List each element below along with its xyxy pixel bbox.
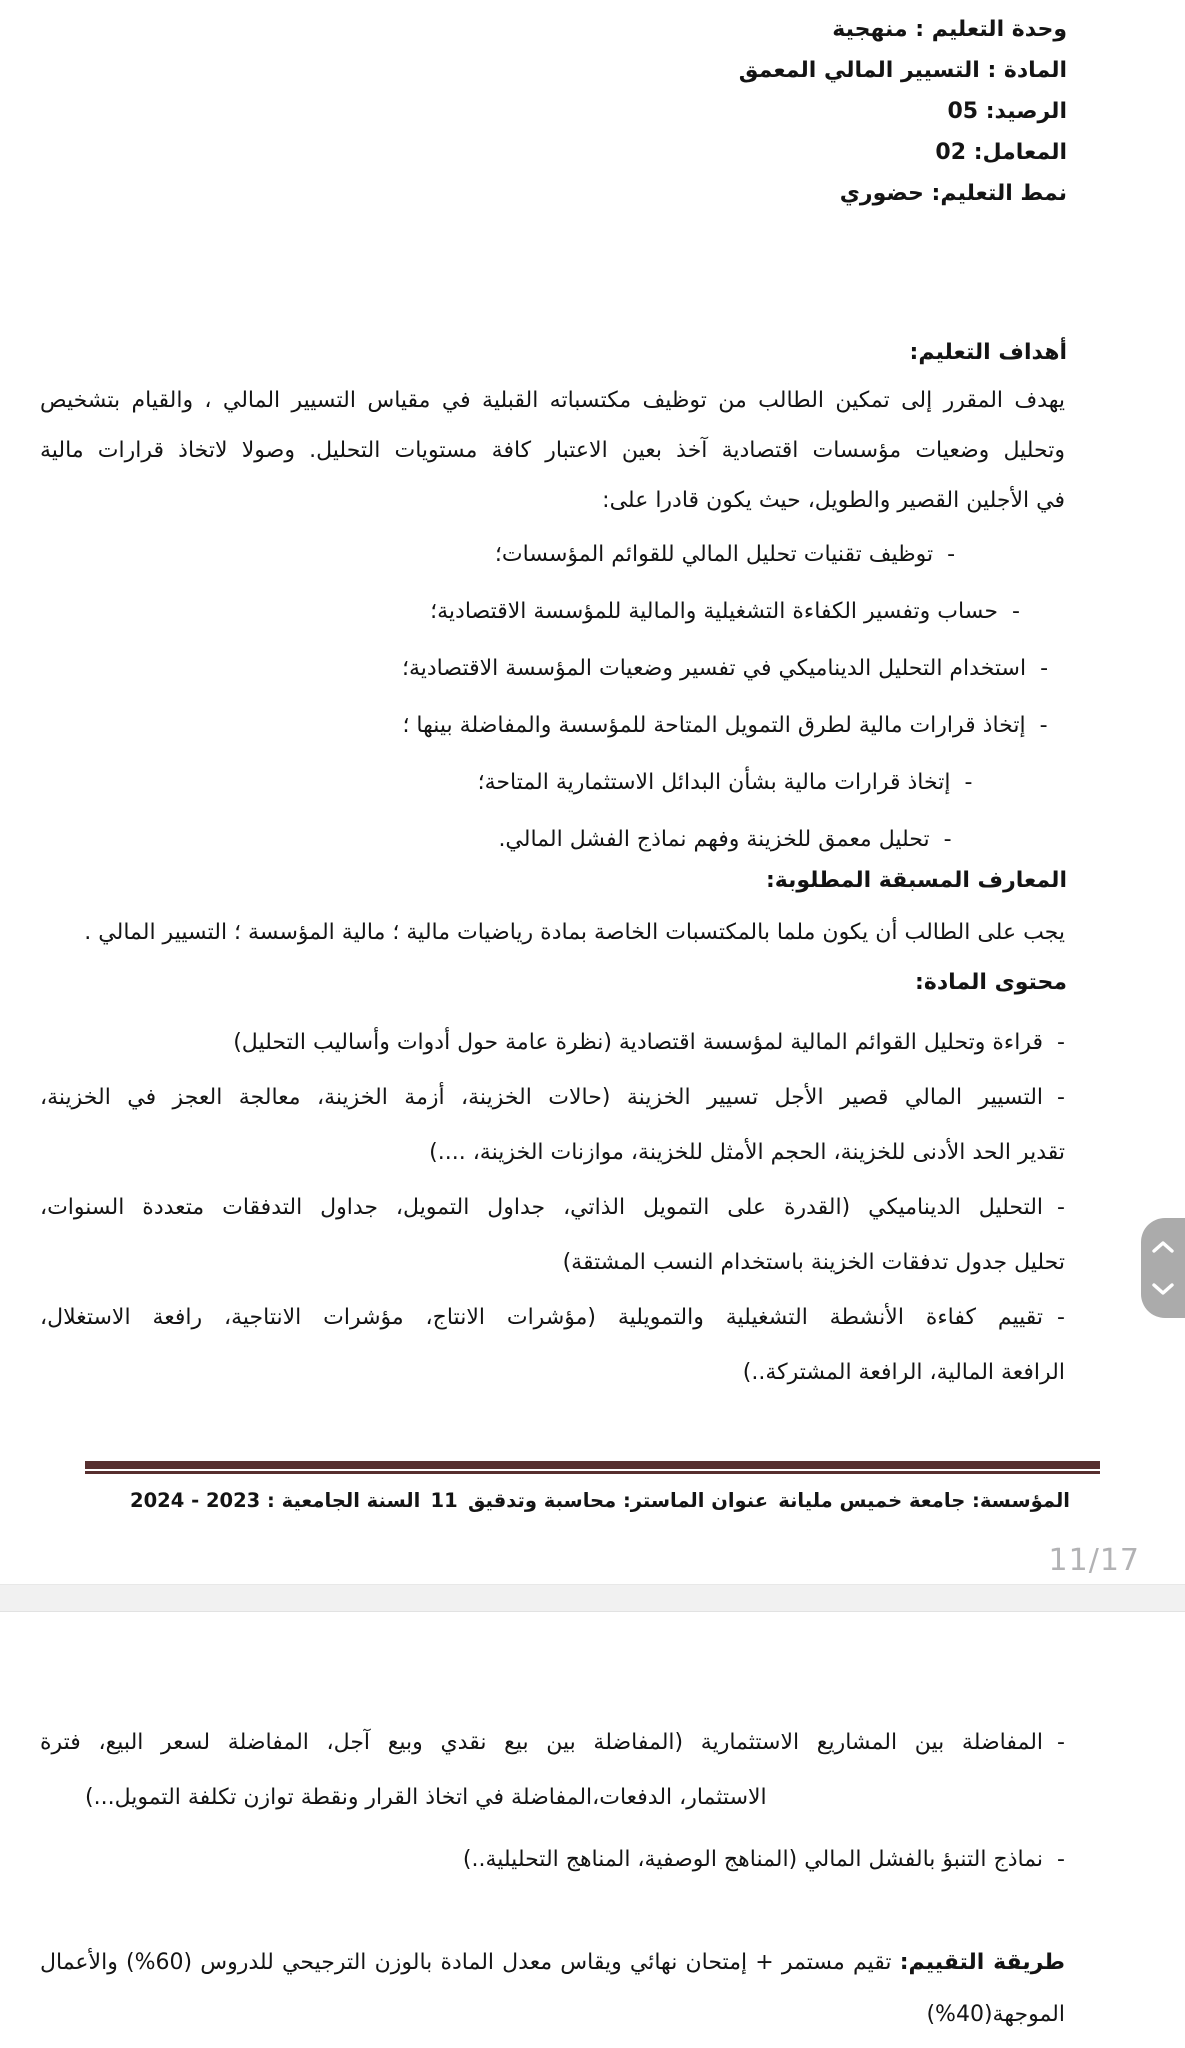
objective-item <box>385 711 1065 768</box>
objective-text: توظيف تقنيات تحليل المالي للقوائم المؤسسات؛ <box>494 542 934 567</box>
prior-knowledge-heading: المعارف المسبقة المطلوبة: <box>765 868 1067 893</box>
evaluation-line <box>40 1948 1065 2000</box>
scroll-up-button[interactable] <box>1148 1234 1178 1260</box>
objective-text: إتخاذ قرارات مالية بشأن البدائل الاستثمارية المتاحة؛ <box>477 770 951 795</box>
content-item-line <box>40 1193 1065 1248</box>
bullet-dash: - <box>1057 1030 1065 1055</box>
content-item-line: الاستثمار، الدفعات،المفاضلة في اتخاذ القرار ونقطة توازن تكلفة التمويل...) <box>85 1785 767 1810</box>
footer-master-title: عنوان الماستر: محاسبة وتدقيق <box>467 1489 769 1512</box>
content-item-line <box>40 1028 1065 1083</box>
teaching-mode-line: نمط التعليم: حضوري <box>839 181 1067 206</box>
evaluation-line: الموجهة(40%) <box>926 2002 1065 2027</box>
objectives-heading: أهداف التعليم: <box>909 340 1067 365</box>
content-item-line <box>40 1728 1065 1783</box>
scroll-control <box>1141 1218 1185 1318</box>
chevron-down-icon <box>1150 1281 1176 1297</box>
course-meta-block <box>120 15 1067 220</box>
bullet-dash: - <box>1057 1085 1065 1110</box>
content-item-line: تحليل جدول تدفقات الخزينة باستخدام النسب المشتقة) <box>562 1250 1065 1275</box>
bullet-dash: - <box>1039 713 1048 738</box>
objective-item <box>385 768 1065 825</box>
content-item-line <box>40 1303 1065 1358</box>
content-list <box>40 1028 1065 1413</box>
objective-text: استخدام التحليل الديناميكي في تفسير وضعيات المؤسسة الاقتصادية؛ <box>401 656 1027 681</box>
intro-line: وتحليل وضعيات مؤسسات اقتصادية آخذ بعين الاعتبار كافة مستويات التحليل. وصولا لاتخاذ قرارات مالية <box>40 438 1065 463</box>
bullet-dash: - <box>943 827 952 852</box>
content-item-line <box>40 1083 1065 1138</box>
chevron-up-icon <box>1150 1239 1176 1255</box>
objectives-intro <box>40 386 1065 536</box>
content-text: قراءة وتحليل القوائم المالية لمؤسسة اقتصادية (نظرة عامة حول أدوات وأساليب التحليل) <box>233 1030 1044 1055</box>
evaluation-text: تقيم مستمر + إمتحان نهائي ويقاس معدل المادة بالوزن الترجيحي للدروس (60%) والأعمال <box>40 1950 892 1975</box>
evaluation-label: طريقة التقييم: <box>899 1950 1065 1975</box>
intro-line: يهدف المقرر إلى تمكين الطالب من توظيف مكتسباته القبلية في مقياس التسيير المالي ، والقيام بتشخيص <box>40 388 1065 413</box>
bullet-dash: - <box>964 770 973 795</box>
content-text: التسيير المالي قصير الأجل تسيير الخزينة (حالات الخزينة، أزمة الخزينة، معالجة العجز في الخزينة، <box>40 1085 1044 1110</box>
subject-line: المادة : التسيير المالي المعمق <box>738 58 1067 83</box>
objective-item <box>385 540 1065 597</box>
content-item-line: تقدير الحد الأدنى للخزينة، الحجم الأمثل للخزينة، موازنات الخزينة، ....) <box>429 1140 1065 1165</box>
objective-item <box>385 597 1065 654</box>
content-heading: محتوى المادة: <box>915 970 1067 995</box>
objective-text: حساب وتفسير الكفاءة التشغيلية والمالية للمؤسسة الاقتصادية؛ <box>430 599 998 624</box>
content-item-line: الرافعة المالية، الرافعة المشتركة..) <box>742 1360 1065 1385</box>
content-text: المفاضلة بين المشاريع الاستثمارية (المفاضلة بين بيع نقدي وبيع آجل، المفاضلة لسعر البيع، فترة <box>40 1730 1044 1755</box>
page-footer <box>130 1486 1070 1516</box>
bullet-dash: - <box>1057 1195 1065 1220</box>
content-text: التحليل الديناميكي (القدرة على التمويل الذاتي، جداول التمويل، جداول التدفقات متعددة السنوات، <box>40 1195 1044 1220</box>
content-item-line <box>40 1845 1065 1900</box>
objective-text: تحليل معمق للخزينة وفهم نماذج الفشل المالي. <box>498 827 930 852</box>
bullet-dash: - <box>1040 656 1049 681</box>
prior-knowledge-text: يجب على الطالب أن يكون ملما بالمكتسبات الخاصة بمادة رياضيات مالية ؛ مالية المؤسسة ؛ التسيير المالي . <box>84 920 1065 945</box>
footer-rule <box>85 1461 1100 1474</box>
page-12 <box>0 1612 1185 2048</box>
content-text: نماذج التنبؤ بالفشل المالي (المناهج الوصفية، المناهج التحليلية..) <box>462 1847 1044 1872</box>
footer-institution: المؤسسة: جامعة خميس مليانة <box>778 1489 1070 1512</box>
page-indicator: 11/17 <box>1048 1543 1140 1578</box>
objectives-list <box>385 540 1065 882</box>
objective-text: إتخاذ قرارات مالية لطرق التمويل المتاحة للمؤسسة والمفاضلة بينها ؛ <box>402 713 1026 738</box>
page-separator <box>0 1584 1185 1612</box>
bullet-dash: - <box>1011 599 1020 624</box>
footer-page-number: 11 <box>430 1489 458 1512</box>
footer-academic-year: السنة الجامعية : 2023 - 2024 <box>130 1489 421 1512</box>
coefficient-line: المعامل: 02 <box>935 140 1067 165</box>
scroll-down-button[interactable] <box>1148 1276 1178 1302</box>
evaluation-block <box>40 1948 1065 2030</box>
content-text: تقييم كفاءة الأنشطة التشغيلية والتمويلية (مؤشرات الانتاج، مؤشرات الانتاجية، رافعة الاستغلال، <box>40 1305 1044 1330</box>
objective-item <box>385 654 1065 711</box>
page12-list <box>40 1728 1065 1900</box>
bullet-dash: - <box>1057 1730 1065 1755</box>
teaching-unit-line: وحدة التعليم : منهجية <box>832 17 1067 42</box>
bullet-dash: - <box>947 542 956 567</box>
intro-line: في الأجلين القصير والطويل، حيث يكون قادرا على: <box>602 488 1065 513</box>
credits-line: الرصيد: 05 <box>947 99 1067 124</box>
bullet-dash: - <box>1057 1305 1065 1330</box>
bullet-dash: - <box>1057 1847 1065 1872</box>
